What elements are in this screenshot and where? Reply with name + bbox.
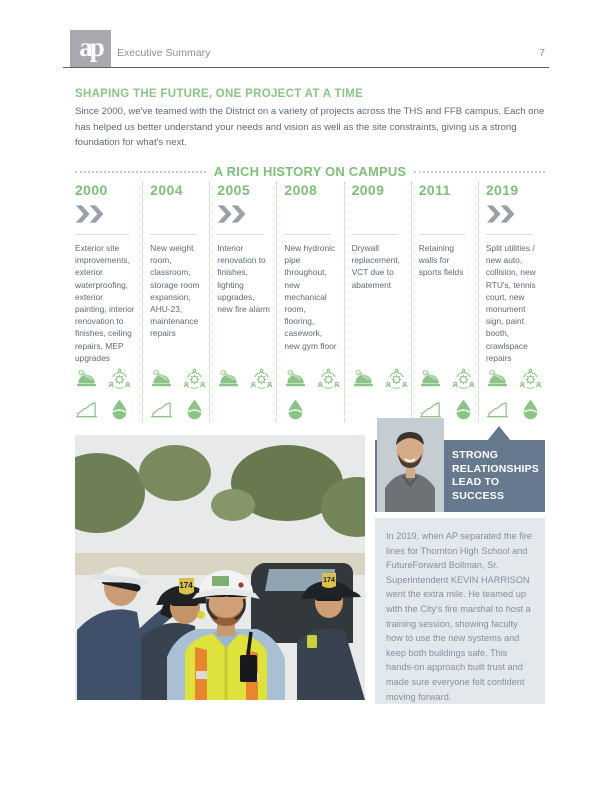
growth-chart-icon	[150, 398, 174, 421]
hard-hat-icon	[352, 368, 376, 391]
scope-icons	[75, 368, 136, 422]
timeline-column-2005	[209, 182, 276, 422]
timeline-description: Split utilities / new auto, collision, new RTU's, tennis court, new monument sign, paint booth, crawlspace repairs	[485, 243, 536, 363]
timeline-description: Drywall replacement, VCT due to abatement	[351, 243, 400, 290]
water-drop-icon	[183, 398, 207, 421]
timeline-column-2009	[344, 182, 411, 422]
timeline-year: 2008	[284, 182, 318, 198]
double-chevron-icon	[75, 205, 136, 231]
double-chevron-icon	[486, 205, 539, 231]
timeline-column-2004	[142, 182, 209, 422]
history-banner	[75, 164, 545, 179]
chevron-spacer	[419, 205, 472, 231]
hard-hat-icon	[284, 368, 308, 391]
ap-logo: ap	[70, 30, 111, 67]
timeline-description: New hydronic pipe throughout, new mechanical room, flooring, casework, new gym floor	[284, 243, 337, 351]
kevin-harrison-photo	[377, 418, 444, 512]
chevron-spacer	[150, 205, 203, 231]
section-title: Executive Summary	[117, 47, 211, 59]
column-rule	[486, 234, 533, 235]
banner-title: A RICH HISTORY ON CAMPUS	[213, 164, 407, 179]
quote-text: In 2019, when AP separated the fire lines for Thornton High School and FutureForward Bollman, Sr. Superintendent KEVIN HARRISON went the extra mile. He teamed up with the City's fire marshal to host a training session, showing faculty how to use the new systems and keep both buildings safe. This hands-on approach built trust and made sure everyone felt confident moving forward.	[386, 531, 532, 702]
timeline-description: New weight room, classroom, storage room expansion, AHU-23, maintenance repairs	[150, 243, 200, 339]
scope-icons	[486, 368, 539, 422]
timeline-grid	[75, 182, 545, 422]
hard-hat-icon	[217, 368, 241, 391]
timeline-column-2008	[276, 182, 343, 422]
header-rule	[63, 67, 549, 68]
page-number: 7	[539, 47, 545, 59]
chevron-spacer	[284, 205, 337, 231]
svg-text:174: 174	[179, 581, 193, 590]
collaboration-icon	[385, 368, 409, 391]
chevron-spacer	[352, 205, 405, 231]
scope-icons	[284, 368, 337, 422]
column-rule	[150, 234, 197, 235]
svg-text:174: 174	[323, 577, 335, 584]
banner-dotted-line-left	[75, 171, 206, 173]
timeline-year: 2004	[150, 182, 183, 198]
column-rule	[352, 234, 399, 235]
hard-hat-icon	[419, 368, 443, 391]
collaboration-icon	[183, 368, 207, 391]
intro-heading: SHAPING THE FUTURE, ONE PROJECT AT A TIME	[75, 88, 364, 100]
timeline-column-2000	[75, 182, 142, 422]
timeline-year: 2019	[485, 182, 519, 198]
collaboration-icon	[108, 368, 132, 391]
quote-box	[375, 518, 545, 704]
water-drop-icon	[284, 398, 308, 421]
site-photo-illustration	[75, 435, 365, 700]
hard-hat-icon	[150, 368, 174, 391]
collaboration-icon	[519, 368, 543, 391]
column-rule	[75, 234, 129, 235]
timeline-description: Exterior site improvements, exterior waterproofing, exterior painting, interior renovation to finishes, ceiling repairs, MEP upgrades	[75, 243, 135, 363]
callout-pointer	[487, 426, 511, 441]
callout-title: STRONG RELATIONSHIPS LEAD TO SUCCESS	[452, 449, 539, 502]
timeline-year: 2000	[75, 182, 108, 198]
column-rule	[217, 234, 264, 235]
growth-chart-icon	[75, 398, 99, 421]
collaboration-icon	[317, 368, 341, 391]
timeline-column-2011	[411, 182, 478, 422]
timeline-year: 2011	[418, 182, 451, 198]
hard-hat-icon	[486, 368, 510, 391]
site-photo	[75, 435, 365, 700]
collaboration-icon	[250, 368, 274, 391]
double-chevron-icon	[217, 205, 270, 231]
hard-hat-icon	[75, 368, 99, 391]
banner-dotted-line-right	[414, 171, 545, 173]
timeline-description: Interior renovation to finishes, lighting upgrades, new fire alarm	[217, 243, 270, 315]
column-rule	[419, 234, 466, 235]
timeline-column-2019	[478, 182, 545, 422]
scope-icons	[150, 368, 203, 422]
timeline-description: Retaining walls for sports fields	[418, 243, 464, 278]
timeline-year: 2009	[351, 182, 385, 198]
scope-icons	[217, 368, 270, 422]
collaboration-icon	[452, 368, 476, 391]
scope-icons	[419, 368, 472, 422]
water-drop-icon	[108, 398, 132, 421]
timeline-year: 2005	[217, 182, 251, 198]
column-rule	[284, 234, 331, 235]
callout	[375, 418, 545, 714]
intro-paragraph: Since 2000, we've teamed with the District on a variety of projects across the THS and FFB campus. Each one has helped us better understand your needs and vision as well as the site constraints, giving us a strong foundation for what's next.	[75, 106, 545, 149]
scope-icons	[352, 368, 405, 422]
